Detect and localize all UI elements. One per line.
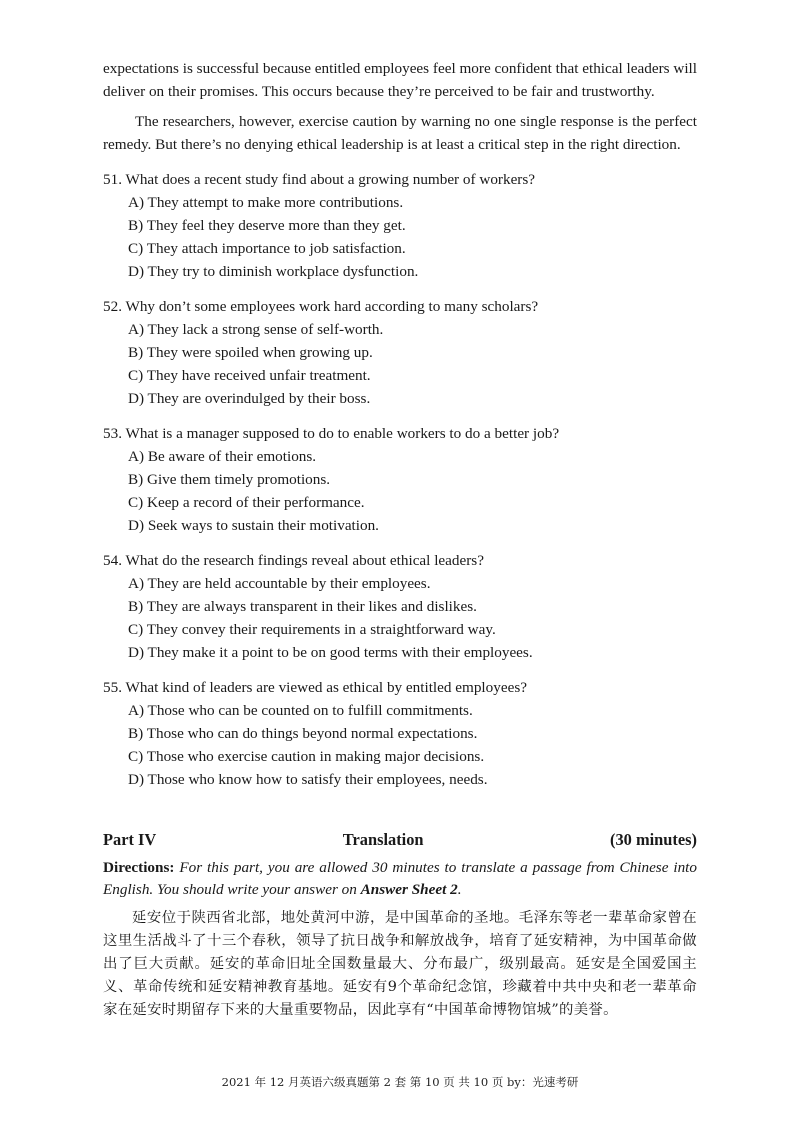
passage-paragraph-1: expectations is successful because entitled employees feel more confident that ethical leaders will deliver on their promises. This occurs because they’re perceived to be fair and trustworthy. (103, 60, 697, 100)
question-stem: 54. What do the research findings reveal about ethical leaders? (103, 552, 484, 569)
option-c: C) Keep a record of their performance. (128, 494, 365, 511)
part-label: Part IV (103, 830, 157, 849)
option-d: D) They try to diminish workplace dysfunction. (128, 263, 419, 280)
section-title: Translation (342, 830, 424, 849)
directions-text: For this part, you are allowed 30 minutes to translate a passage from Chinese into English. You should write your answer on (103, 859, 697, 898)
part-iv-header (103, 829, 697, 851)
page-footer: 2021 年 12 月英语六级真题第 2 套 第 10 页 共 10 页 by：光速考研 (221, 1075, 579, 1089)
option-c: C) They convey their requirements in a straightforward way. (128, 621, 496, 638)
question-stem: 52. Why don’t some employees work hard according to many scholars? (103, 298, 539, 315)
directions-label: Directions: (103, 859, 175, 876)
option-a: A) They attempt to make more contributions. (128, 194, 404, 211)
question-53 (103, 422, 697, 537)
option-b: B) They feel they deserve more than they get. (128, 217, 406, 234)
option-b: B) Give them timely promotions. (128, 471, 331, 488)
option-c: C) They attach importance to job satisfaction. (128, 240, 406, 257)
option-a: A) Be aware of their emotions. (128, 448, 317, 465)
question-55 (103, 676, 697, 791)
option-b: B) They were spoiled when growing up. (128, 344, 373, 361)
option-a: A) They are held accountable by their employees. (128, 575, 431, 592)
option-d: D) They are overindulged by their boss. (128, 390, 371, 407)
passage-paragraph-2: The researchers, however, exercise caution by warning no one single response is the perfect remedy. But there’s no denying ethical leadership is at least a critical step in the right direction. (103, 113, 697, 153)
option-b: B) Those who can do things beyond normal expectations. (128, 725, 478, 742)
option-d: D) They make it a point to be on good terms with their employees. (128, 644, 533, 661)
question-52 (103, 295, 697, 410)
option-c: C) They have received unfair treatment. (128, 367, 371, 384)
question-stem: 51. What does a recent study find about a growing number of workers? (103, 171, 536, 188)
option-d: D) Those who know how to satisfy their employees, needs. (128, 771, 488, 788)
option-d: D) Seek ways to sustain their motivation. (128, 517, 379, 534)
option-a: A) They lack a strong sense of self-worth. (128, 321, 384, 338)
time-limit: (30 minutes) (610, 830, 697, 849)
exam-page (103, 58, 697, 1036)
question-51 (103, 168, 697, 283)
question-stem: 55. What kind of leaders are viewed as ethical by entitled employees? (103, 679, 527, 696)
option-c: C) Those who exercise caution in making major decisions. (128, 748, 485, 765)
directions-end: . (457, 881, 462, 898)
translation-directions (103, 857, 697, 901)
option-a: A) Those who can be counted on to fulfill commitments. (128, 702, 473, 719)
option-b: B) They are always transparent in their likes and dislikes. (128, 598, 477, 615)
answer-sheet-reference: Answer Sheet 2 (360, 881, 458, 898)
question-54 (103, 549, 697, 664)
question-stem: 53. What is a manager supposed to do to enable workers to do a better job? (103, 425, 560, 442)
chinese-passage: 延安位于陕西省北部，地处黄河中游，是中国革命的圣地。毛泽东等老一辈革命家曾在这里生活战斗了十三个春秋，领导了抗日战争和解放战争，培育了延安精神，为中国革命做出了巨大贡献。延安的革命旧址全国数量最大、分布最广，级别最高。延安是全国爱国主义、革命传统和延安精神教育基地。延安有9个革命纪念馆，珍藏着中共中央和老一辈革命家在延安时期留存下来的大量重要物品，因此享有“中国革命博物馆城”的美誉。 (103, 910, 697, 1018)
